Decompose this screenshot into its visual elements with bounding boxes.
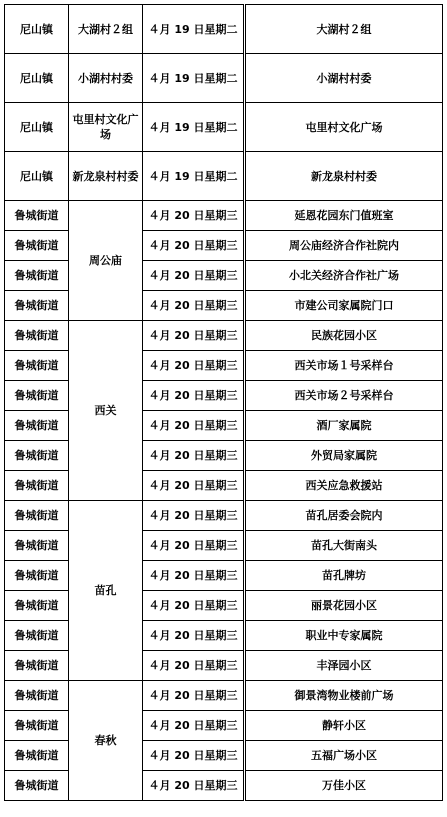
town-cell: 尼山镇 [5,152,69,201]
village-cell: 小湖村村委 [69,54,143,103]
site-cell: 五福广场小区 [245,741,443,771]
date-cell: ４月 20 日星期三 [143,621,245,651]
site-cell: 民族花园小区 [245,321,443,351]
town-cell: 鲁城街道 [5,471,69,501]
village-cell: 屯里村文化广场 [69,103,143,152]
date-cell: ４月 20 日星期三 [143,351,245,381]
town-cell: 鲁城街道 [5,591,69,621]
date-cell: ４月 20 日星期三 [143,651,245,681]
site-cell: 西关应急救援站 [245,471,443,501]
town-cell: 鲁城街道 [5,201,69,231]
village-cell: 新龙泉村村委 [69,152,143,201]
date-cell: ４月 20 日星期三 [143,501,245,531]
town-cell: 鲁城街道 [5,291,69,321]
table-row [5,201,443,231]
table-row [5,5,443,54]
site-cell: 职业中专家属院 [245,621,443,651]
town-cell: 尼山镇 [5,54,69,103]
community-cell: 西关 [69,321,143,501]
town-cell: 鲁城街道 [5,681,69,711]
town-cell: 鲁城街道 [5,411,69,441]
date-cell: ４月 20 日星期三 [143,201,245,231]
community-cell: 苗孔 [69,501,143,681]
site-cell: 御景湾物业楼前广场 [245,681,443,711]
site-cell: 苗孔居委会院内 [245,501,443,531]
table-row [5,681,443,711]
site-cell: 市建公司家属院门口 [245,291,443,321]
date-cell: ４月 19 日星期二 [143,152,245,201]
date-cell: ４月 20 日星期三 [143,591,245,621]
date-cell: ４月 20 日星期三 [143,471,245,501]
date-cell: ４月 20 日星期三 [143,321,245,351]
table-body [5,5,443,801]
date-cell: ４月 20 日星期三 [143,441,245,471]
date-cell: ４月 19 日星期二 [143,54,245,103]
date-cell: ４月 20 日星期三 [143,741,245,771]
site-cell: 苗孔牌坊 [245,561,443,591]
town-cell: 鲁城街道 [5,231,69,261]
site-cell: 静轩小区 [245,711,443,741]
site-cell: 外贸局家属院 [245,441,443,471]
date-cell: ４月 20 日星期三 [143,531,245,561]
town-cell: 鲁城街道 [5,651,69,681]
site-cell: 酒厂家属院 [245,411,443,441]
site-cell: 万佳小区 [245,771,443,801]
date-cell: ４月 20 日星期三 [143,561,245,591]
town-cell: 鲁城街道 [5,261,69,291]
site-cell: 苗孔大街南头 [245,531,443,561]
site-cell: 西关市场２号采样台 [245,381,443,411]
table-row [5,152,443,201]
town-cell: 鲁城街道 [5,621,69,651]
site-cell: 小湖村村委 [245,54,443,103]
town-cell: 鲁城街道 [5,501,69,531]
date-cell: ４月 20 日星期三 [143,771,245,801]
date-cell: ４月 20 日星期三 [143,291,245,321]
town-cell: 鲁城街道 [5,351,69,381]
site-cell: 丽景花园小区 [245,591,443,621]
site-cell: 延恩花园东门值班室 [245,201,443,231]
date-cell: ４月 20 日星期三 [143,231,245,261]
site-cell: 新龙泉村村委 [245,152,443,201]
date-cell: ４月 20 日星期三 [143,261,245,291]
town-cell: 鲁城街道 [5,741,69,771]
date-cell: ４月 20 日星期三 [143,711,245,741]
town-cell: 鲁城街道 [5,441,69,471]
community-cell: 周公庙 [69,201,143,321]
site-cell: 小北关经济合作社广场 [245,261,443,291]
site-cell: 周公庙经济合作社院内 [245,231,443,261]
town-cell: 鲁城街道 [5,531,69,561]
table-row [5,501,443,531]
table-row [5,103,443,152]
town-cell: 鲁城街道 [5,711,69,741]
table-row [5,321,443,351]
site-cell: 西关市场１号采样台 [245,351,443,381]
site-cell: 大湖村２组 [245,5,443,54]
date-cell: ４月 20 日星期三 [143,681,245,711]
community-cell: 春秋 [69,681,143,801]
town-cell: 鲁城街道 [5,321,69,351]
town-cell: 鲁城街道 [5,561,69,591]
town-cell: 尼山镇 [5,5,69,54]
date-cell: ４月 20 日星期三 [143,411,245,441]
town-cell: 鲁城街道 [5,771,69,801]
date-cell: ４月 19 日星期二 [143,5,245,54]
village-cell: 大湖村２组 [69,5,143,54]
table-row [5,54,443,103]
town-cell: 鲁城街道 [5,381,69,411]
date-cell: ４月 19 日星期二 [143,103,245,152]
site-cell: 屯里村文化广场 [245,103,443,152]
site-cell: 丰泽园小区 [245,651,443,681]
town-cell: 尼山镇 [5,103,69,152]
sampling-sites-table [4,4,443,801]
date-cell: ４月 20 日星期三 [143,381,245,411]
